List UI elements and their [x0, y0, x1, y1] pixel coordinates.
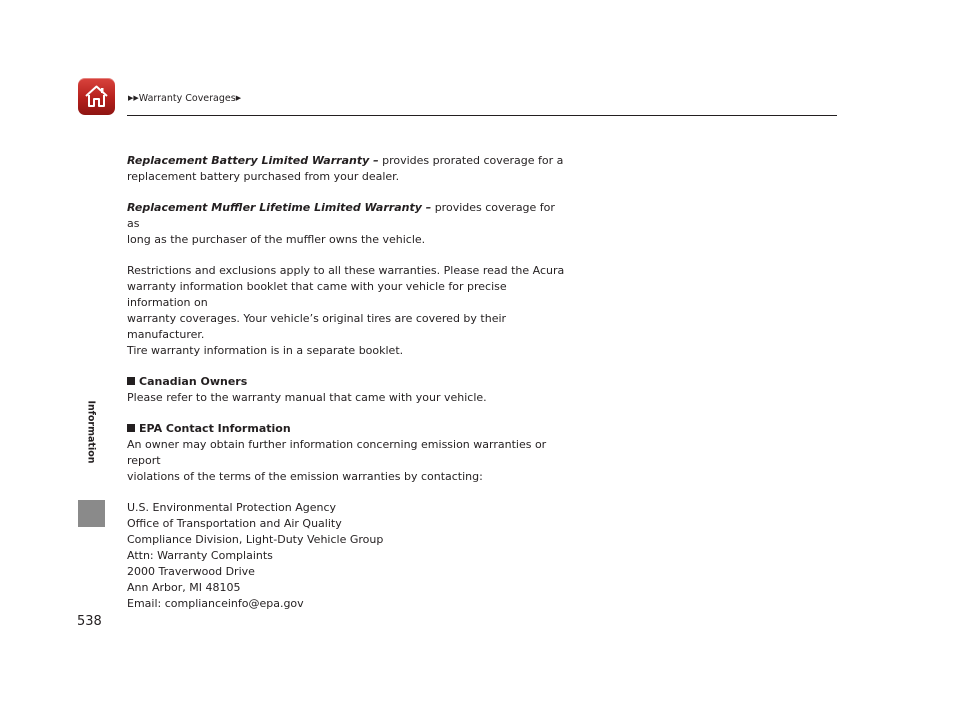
muffler-warranty-text-1: provides coverage for as [127, 201, 555, 230]
epa-contact-heading-text: EPA Contact Information [139, 422, 291, 435]
canadian-owners-text: Please refer to the warranty manual that came with your vehicle. [127, 391, 487, 404]
address-line: Ann Arbor, MI 48105 [127, 581, 241, 594]
address-line: 2000 Traverwood Drive [127, 565, 255, 578]
header-rule [127, 115, 837, 116]
epa-contact-paragraph [127, 437, 567, 485]
canadian-owners-heading [127, 374, 567, 390]
muffler-warranty-lead: Replacement Muffler Lifetime Limited Warranty – [127, 201, 432, 214]
epa-contact-heading [127, 421, 567, 437]
restrictions-line: warranty coverages. Your vehicle’s original tires are covered by their manufacturer. [127, 312, 507, 341]
battery-warranty-lead: Replacement Battery Limited Warranty – [127, 154, 379, 167]
epa-contact-line: violations of the terms of the emission warranties by contacting: [127, 470, 483, 483]
battery-warranty-paragraph [127, 153, 567, 185]
muffler-warranty-text-2: long as the purchaser of the muffler owns the vehicle. [127, 233, 426, 246]
canadian-owners-heading-text: Canadian Owners [139, 375, 248, 388]
restrictions-paragraph [127, 263, 567, 359]
restrictions-line: warranty information booklet that came with your vehicle for precise information on [127, 280, 507, 309]
epa-address [127, 500, 567, 612]
address-line: Office of Transportation and Air Quality [127, 517, 342, 530]
page-number: 538 [77, 614, 102, 629]
battery-warranty-text-2: replacement battery purchased from your dealer. [127, 170, 400, 183]
address-line: U.S. Environmental Protection Agency [127, 501, 337, 514]
battery-warranty-text-1: provides prorated coverage for a [378, 154, 564, 167]
home-icon [83, 83, 110, 110]
email-address: Email: complianceinfo@epa.gov [127, 597, 304, 610]
breadcrumb-arrow-icon: ▶▶ [128, 94, 139, 102]
address-line: Compliance Division, Light-Duty Vehicle Group [127, 533, 384, 546]
restrictions-line: Tire warranty information is in a separate booklet. [127, 344, 404, 357]
breadcrumb [128, 93, 241, 104]
square-bullet-icon [127, 424, 135, 432]
address-line: Attn: Warranty Complaints [127, 549, 273, 562]
restrictions-line: Restrictions and exclusions apply to all these warranties. Please read the Acura [127, 264, 565, 277]
breadcrumb-link[interactable]: Warranty Coverages [138, 93, 236, 104]
epa-contact-line: An owner may obtain further information concerning emission warranties or report [127, 438, 547, 467]
section-label-text: Information [85, 400, 97, 464]
home-button[interactable] [78, 78, 115, 115]
section-tab[interactable] [78, 500, 105, 527]
page-content [127, 153, 567, 612]
muffler-warranty-paragraph [127, 200, 567, 248]
breadcrumb-end-arrow-icon: ▶ [235, 94, 242, 102]
square-bullet-icon [127, 377, 135, 385]
